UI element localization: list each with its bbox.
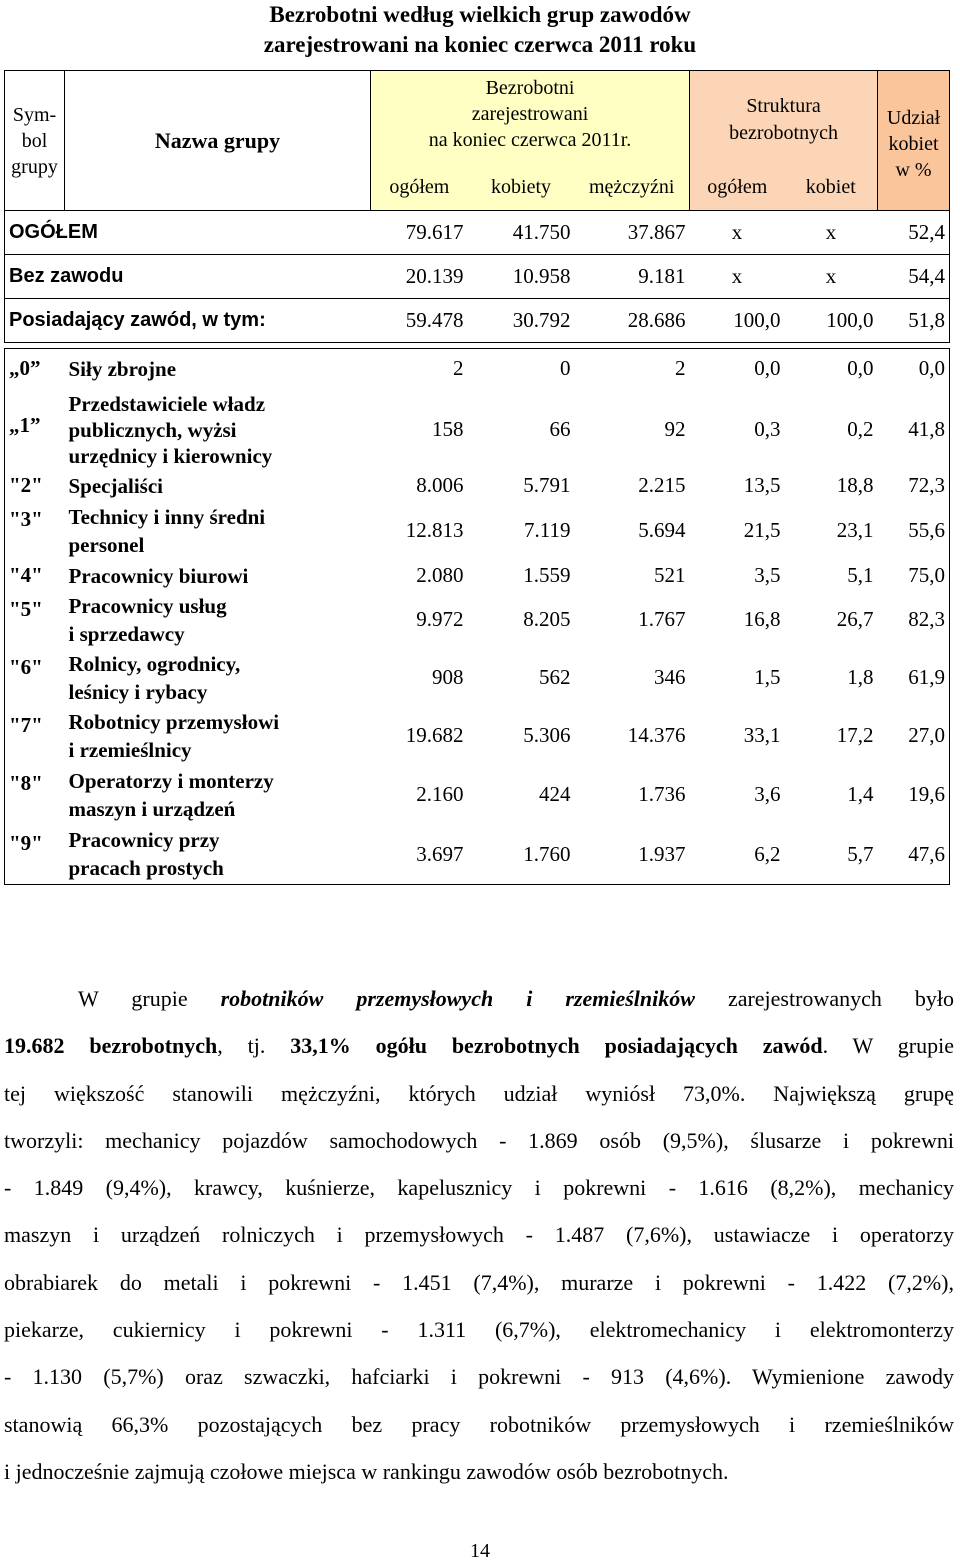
cell-women: 424 xyxy=(539,782,571,806)
group-row xyxy=(5,591,950,649)
para-line: tworzyli: mechanicy pojazdów samochodowych - 1.869 osób (9,5%), ślusarze i pokrewni xyxy=(4,1127,954,1153)
cell-women: 562 xyxy=(539,665,571,689)
header-total: ogółem xyxy=(389,176,450,198)
cell-structure-total: 3,6 xyxy=(754,782,781,806)
group-symbol: "5" xyxy=(5,591,65,649)
group-row xyxy=(5,707,950,765)
cell-structure-women: x xyxy=(785,211,878,255)
group-name-line: Siły zbrojne xyxy=(68,356,177,381)
group-row xyxy=(5,649,950,707)
group-name xyxy=(65,471,371,501)
group-name-line: leśnicy i rybacy xyxy=(68,679,208,704)
group-name-line: publicznych, wyżsi xyxy=(68,417,237,442)
cell-structure-women: 18,8 xyxy=(836,473,874,497)
group-name-line: maszyn i urządzeń xyxy=(68,796,236,821)
cell-structure-women: 0,0 xyxy=(785,349,878,389)
para-line: tej większość stanowili mężczyźni, których udział wyniósł 73,0%. Największą grupę xyxy=(4,1080,954,1106)
group-name xyxy=(65,561,371,591)
cell-structure-women: 5,1 xyxy=(847,563,874,587)
para-line: W grupie robotników przemysłowych i rzemieślników zarejestrowanych było xyxy=(78,986,954,1011)
cell-total: 20.139 xyxy=(371,255,468,299)
cell-men: 1.937 xyxy=(575,825,690,885)
group-name xyxy=(65,765,371,825)
cell-men: 9.181 xyxy=(575,255,690,299)
group-name-line: Operatorzy i monterzy xyxy=(68,768,274,793)
group-row xyxy=(5,561,950,591)
cell-structure-total: 100,0 xyxy=(690,299,785,343)
header-symbol: Sym- bol grupy xyxy=(5,71,65,211)
group-row xyxy=(5,501,950,561)
cell-structure-total: 13,5 xyxy=(743,473,781,497)
group-symbol: "3" xyxy=(5,501,65,561)
cell-share: 72,3 xyxy=(878,471,950,501)
summary-rows xyxy=(5,211,950,349)
group-row xyxy=(5,389,950,471)
cell-total: 19.682 xyxy=(405,723,464,747)
group-name xyxy=(65,649,371,707)
cell-men: 1.767 xyxy=(638,607,686,631)
group-row xyxy=(5,471,950,501)
cell-structure-women: 100,0 xyxy=(785,299,878,343)
cell-structure-total: x xyxy=(690,255,785,299)
para-line: piekarze, cukiernicy i pokrewni - 1.311 (6,7%), elektromechanicy i elektromonterzy xyxy=(4,1317,954,1343)
cell-women: 41.750 xyxy=(468,211,575,255)
cell-structure-women: 17,2 xyxy=(836,723,874,747)
cell-structure-women: x xyxy=(785,255,878,299)
title-line-1: Bezrobotni według wielkich grup zawodów xyxy=(269,2,691,27)
group-symbol: „0” xyxy=(5,349,65,389)
cell-structure-total: 3,5 xyxy=(754,563,781,587)
group-row xyxy=(5,765,950,825)
summary-row xyxy=(5,211,950,255)
para-line: - 1.849 (9,4%), krawcy, kuśnierze, kapelusznicy i pokrewni - 1.616 (8,2%), mechanicy xyxy=(4,1175,954,1201)
cell-share: 55,6 xyxy=(878,501,950,561)
header-registered: Bezrobotni zarejestrowani na koniec czerwca 2011r. ogółem kobiety mężczyźni xyxy=(371,71,690,211)
summary-row xyxy=(5,299,950,343)
cell-share: 61,9 xyxy=(878,649,950,707)
cell-women: 10.958 xyxy=(468,255,575,299)
cell-structure-total: 6,2 xyxy=(690,825,785,885)
para-line: 19.682 bezrobotnych, tj. 33,1% ogółu bezrobotnych posiadających zawód. W grupie xyxy=(4,1033,954,1059)
table-header xyxy=(5,71,950,211)
cell-structure-women: 23,1 xyxy=(836,518,874,542)
cell-share: 19,6 xyxy=(878,765,950,825)
group-name-line: Rolnicy, ogrodnicy, xyxy=(68,651,241,676)
group-name-line: pracach prostych xyxy=(68,856,224,881)
cell-women: 1.760 xyxy=(468,825,575,885)
cell-total: 8.006 xyxy=(416,473,464,497)
cell-structure-women: 1,4 xyxy=(847,782,874,806)
cell-total: 908 xyxy=(432,665,464,689)
group-symbol: "8" xyxy=(5,765,65,825)
title-line-2: zarejestrowani na koniec czerwca 2011 roku xyxy=(263,32,697,57)
group-name-line: Pracownicy biurowi xyxy=(68,563,249,588)
cell-structure-total: 16,8 xyxy=(743,607,781,631)
cell-structure-women: 0,2 xyxy=(847,417,874,441)
group-name xyxy=(65,389,371,471)
cell-share: 0,0 xyxy=(878,349,950,389)
group-symbol: "4" xyxy=(5,561,65,591)
cell-total: 2.080 xyxy=(416,563,464,587)
group-row xyxy=(5,825,950,885)
group-name-line: urzędnicy i kierownicy xyxy=(68,443,273,468)
summary-name: Posiadający zawód, w tym: xyxy=(5,299,371,343)
cell-men: 521 xyxy=(654,563,686,587)
cell-women: 1.559 xyxy=(523,563,571,587)
summary-name: Bez zawodu xyxy=(5,255,371,299)
group-name-line: Pracownicy przy xyxy=(68,828,220,853)
group-name-line: Pracownicy usług xyxy=(68,593,227,618)
cell-structure-total: 1,5 xyxy=(754,665,781,689)
para-line: i jednocześnie zajmują czołowe miejsca w rankingu zawodów osób bezrobotnych. xyxy=(4,1458,729,1484)
cell-men: 1.736 xyxy=(638,782,686,806)
cell-structure-total: 33,1 xyxy=(743,723,781,747)
cell-structure-women: 5,7 xyxy=(785,825,878,885)
group-name xyxy=(65,349,371,389)
cell-total: 3.697 xyxy=(371,825,468,885)
cell-women: 66 xyxy=(549,417,571,441)
cell-men: 37.867 xyxy=(575,211,690,255)
header-structure-total: ogółem xyxy=(707,176,768,198)
group-name-line: Specjaliści xyxy=(68,473,163,498)
cell-total: 59.478 xyxy=(371,299,468,343)
cell-women: 30.792 xyxy=(468,299,575,343)
cell-structure-total: 0,0 xyxy=(690,349,785,389)
cell-structure-total: 21,5 xyxy=(743,518,781,542)
header-women: kobiety xyxy=(491,176,552,198)
cell-women: 5.791 xyxy=(523,473,571,497)
cell-men: 346 xyxy=(654,665,686,689)
cell-total: 9.972 xyxy=(416,607,464,631)
para-line: maszyn i urządzeń rolniczych i przemysłowych - 1.487 (7,6%), ustawiacze i operatorzy xyxy=(4,1222,954,1248)
para-line: obrabiarek do metali i pokrewni - 1.451 (7,4%), murarze i pokrewni - 1.422 (7,2%), xyxy=(4,1269,954,1295)
group-name-line: Przedstawiciele władz xyxy=(68,391,266,416)
page-number: 14 xyxy=(470,1540,490,1562)
cell-share: 54,4 xyxy=(878,255,950,299)
cell-share: 41,8 xyxy=(878,389,950,471)
cell-total: 79.617 xyxy=(371,211,468,255)
cell-share: 51,8 xyxy=(878,299,950,343)
table-title xyxy=(0,0,960,60)
para-line: - 1.130 (5,7%) oraz szwaczki, hafciarki i pokrewni - 913 (4,6%). Wymienione zawody xyxy=(4,1364,954,1390)
group-symbol: "7" xyxy=(5,707,65,765)
cell-men: 92 xyxy=(664,417,686,441)
group-symbol: "9" xyxy=(5,825,65,885)
group-name xyxy=(65,501,371,561)
header-structure: Struktura bezrobotnych ogółem kobiet xyxy=(690,71,878,211)
group-name xyxy=(65,591,371,649)
group-row xyxy=(5,349,950,389)
group-name xyxy=(65,825,371,885)
cell-share: 27,0 xyxy=(878,707,950,765)
cell-women: 0 xyxy=(468,349,575,389)
group-symbol: "2" xyxy=(5,471,65,501)
cell-structure-women: 1,8 xyxy=(847,665,874,689)
para-line: stanowią 66,3% pozostających bez pracy robotników przemysłowych i rzemieślników xyxy=(4,1411,954,1437)
cell-structure-women: 26,7 xyxy=(836,607,874,631)
cell-total: 2 xyxy=(371,349,468,389)
cell-structure-total: 0,3 xyxy=(754,417,781,441)
summary-row xyxy=(5,255,950,299)
cell-structure-total: x xyxy=(690,211,785,255)
header-structure-women: kobiet xyxy=(805,176,856,198)
unemployment-table xyxy=(4,70,950,885)
cell-share: 82,3 xyxy=(878,591,950,649)
header-men: mężczyźni xyxy=(588,176,675,198)
cell-total: 12.813 xyxy=(405,518,464,542)
group-symbol: "6" xyxy=(5,649,65,707)
header-name: Nazwa grupy xyxy=(65,71,371,211)
cell-men: 2 xyxy=(575,349,690,389)
cell-share: 75,0 xyxy=(878,561,950,591)
group-name-line: i rzemieślnicy xyxy=(68,737,192,762)
cell-men: 28.686 xyxy=(575,299,690,343)
cell-share: 47,6 xyxy=(878,825,950,885)
group-name-line: personel xyxy=(68,532,145,557)
cell-women: 8.205 xyxy=(523,607,571,631)
cell-women: 7.119 xyxy=(524,518,571,542)
group-symbol: „1” xyxy=(5,389,65,471)
cell-men: 14.376 xyxy=(627,723,686,747)
cell-men: 5.694 xyxy=(638,518,686,542)
cell-women: 5.306 xyxy=(523,723,571,747)
group-name-line: Robotnicy przemysłowi xyxy=(68,709,280,734)
cell-total: 2.160 xyxy=(416,782,464,806)
cell-share: 52,4 xyxy=(878,211,950,255)
group-name-line: i sprzedawcy xyxy=(68,621,185,646)
header-share: Udział kobiet w % xyxy=(878,71,950,211)
summary-name: OGÓŁEM xyxy=(5,211,371,255)
group-name xyxy=(65,707,371,765)
description-paragraph xyxy=(4,975,954,1495)
cell-men: 2.215 xyxy=(638,473,686,497)
cell-total: 158 xyxy=(432,417,464,441)
group-rows xyxy=(5,349,950,885)
group-name-line: Technicy i inny średni xyxy=(68,504,266,529)
